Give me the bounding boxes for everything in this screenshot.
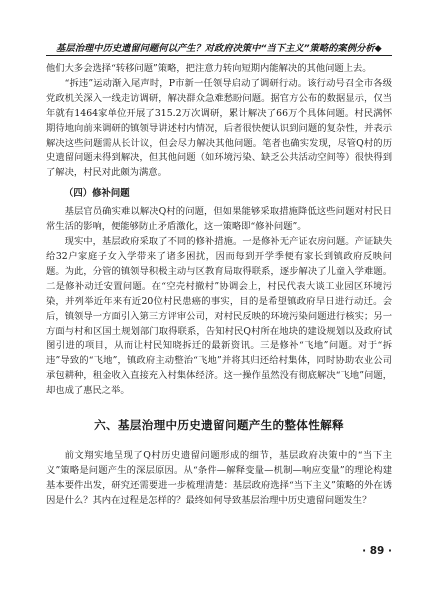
paragraph-overall-explanation: 前文翔实地呈现了Q村历史遗留问题形成的细节，基层政府决策中的“当下主义”策略是问题产生的深层原因。从“条件—解释变量—机制—响应变量”的理论构建基本要件出发，研究还需要进一步梳理清楚：基层政府选择“当下主义”策略的外在诱因是什么？其内在过程是怎样的？最终如何导致基层治理中历史遗留问题发生？ [46,450,392,506]
section-heading: 六、基层治理中历史遗留问题产生的整体性解释 [94,418,344,433]
paragraph-patch-measures: 现实中，基层政府采取了不同的修补措施。一是修补无产证农房问题。产证缺失给32户家庭子女入学带来了诸多困扰，因而每到开学季便有家长到镇政府反映问题。为此，分管的镇领导积极主动与区教育局取得联系，逐步解决了儿童入学难题。二是修补动迁安置问题。在“空壳村撤村”协调会上，村民代表大谈工业园区环境污染，并列举近年来有近20位村民患癌的事实，目的是希望镇政府早日进行动迁。会后，镇领导一方面引入第三方评审公司，对村民反映的环境污染问题进行核实；另一方面与村和区国土规划部门取得联系，告知村民Q村所在地块的建设规划以及政府试图引进的项目，从而让村民知晓拆迁的最新资讯。三是修补“飞地”问题。对于“拆违”导致的“飞地”，镇政府主动整治“飞地”并将其归还给村集体，同时协助农业公司承包耕种，租金收入直接充入村集体经济。这一操作虽然没有彻底解决“飞地”问题，却也成了惠民之举。 [46,236,392,397]
header-rule [46,55,392,56]
page-number: · 89 · [362,545,392,557]
subsection-heading: （四）修补问题 [64,188,130,200]
paragraph-research-action: “拆违”运动渐入尾声时，P市新一任领导启动了调研行动。该行动号召全市各级党政机关深入一线走访调研，解决群众急难愁盼问题。据官方公布的数据显示，仅当年就有1464家单位开展了315.2万次调研，累计解决了66万个具体问题。村民满怀期待地向前来调研的镇领导讲述村内情况，后者很快便认识到问题的复杂性，并表示解决这些问题需从长计议，但会尽力解决其他问题。笔者也确实发现，尽管Q村的历史遗留问题未得到解决，但其他问题（如环境污染、缺乏公共活动空间等）很快得到了解决，村民对此颇为满意。 [46,77,392,179]
paragraph-continued: 他们大多会选择“转移问题”策略，把注意力转向短期内能解决的其他问题上去。 [46,63,372,74]
running-header: 基层治理中历史遗留问题何以产生？对政府决策中“当下主义”策略的案例分析◆ [56,43,382,54]
paragraph-patch-definition: 基层官员确实难以解决Q村的问题，但如果能够采取措施降低这些问题对村民日常生活的影响，便能够防止矛盾激化，这一策略即“修补问题”。 [46,206,392,233]
article-body [46,62,392,509]
